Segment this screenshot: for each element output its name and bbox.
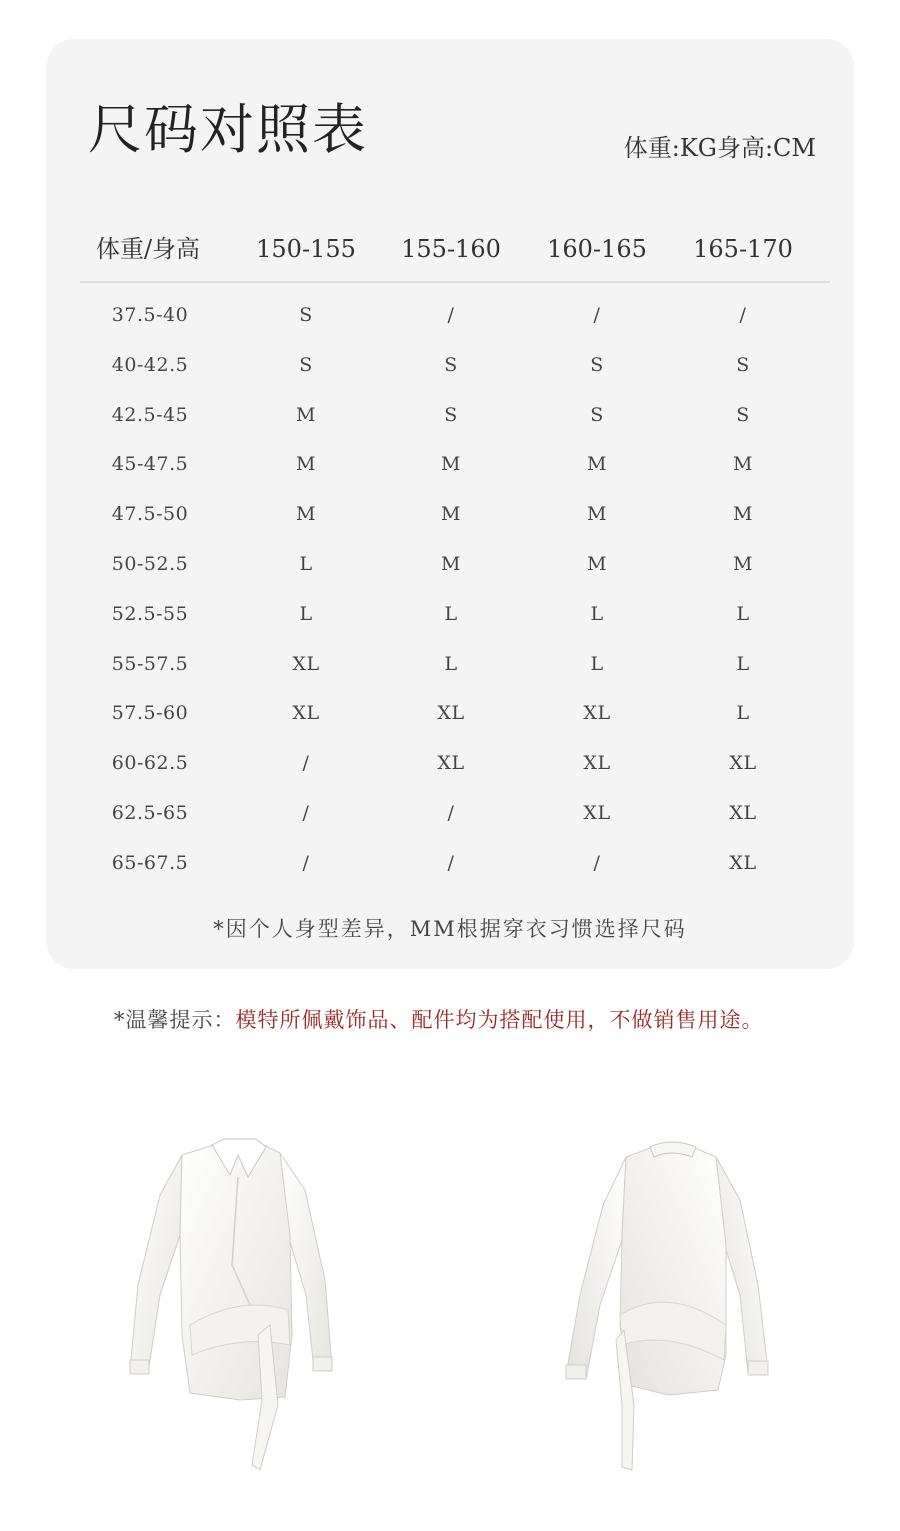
- corner-header: 体重/身高: [95, 235, 201, 263]
- size-cell: S: [590, 353, 604, 376]
- size-note: *因个人身型差异，MM根据穿衣习惯选择尺码: [213, 917, 687, 941]
- tip-label: *温馨提示：: [114, 1008, 236, 1032]
- size-cell: L: [444, 652, 458, 675]
- table-header-row: [80, 222, 830, 283]
- height-column-header: 160-165: [547, 235, 647, 263]
- size-cell: L: [299, 602, 313, 625]
- table-row: [80, 649, 830, 699]
- size-cell: S: [444, 403, 458, 426]
- size-cell: L: [590, 652, 604, 675]
- white-shirt-back-image: [558, 1135, 788, 1475]
- units-label: 体重:KG身高:CM: [623, 134, 816, 162]
- table-row: [80, 798, 830, 848]
- table-row: [80, 748, 830, 798]
- size-cell: L: [444, 602, 458, 625]
- height-column-header: 155-160: [401, 235, 501, 263]
- size-cell: S: [444, 353, 458, 376]
- size-cell: M: [441, 552, 461, 575]
- table-row: [80, 350, 830, 400]
- size-cell: XL: [583, 752, 611, 775]
- size-cell: XL: [729, 801, 757, 824]
- weight-cell: 57.5-60: [111, 702, 189, 725]
- size-cell: /: [447, 801, 455, 824]
- size-cell: XL: [437, 752, 465, 775]
- size-cell: /: [593, 851, 601, 874]
- tip-text: 模特所佩戴饰品、配件均为搭配使用，不做销售用途。: [235, 1008, 764, 1032]
- size-cell: M: [733, 552, 753, 575]
- size-cell: /: [302, 851, 310, 874]
- table-row: [80, 449, 830, 499]
- size-cell: XL: [729, 752, 757, 775]
- size-cell: S: [299, 353, 313, 376]
- size-cell: S: [299, 304, 313, 326]
- size-cell: M: [587, 453, 607, 476]
- size-cell: L: [736, 702, 750, 725]
- size-table: [80, 222, 830, 898]
- size-cell: S: [590, 403, 604, 426]
- size-cell: /: [302, 752, 310, 775]
- size-cell: M: [733, 453, 753, 476]
- table-body: [80, 300, 830, 898]
- weight-cell: 55-57.5: [111, 652, 189, 675]
- size-cell: XL: [583, 801, 611, 824]
- size-cell: M: [587, 552, 607, 575]
- size-cell: M: [296, 403, 316, 426]
- table-row: [80, 499, 830, 549]
- weight-cell: 62.5-65: [111, 801, 189, 824]
- size-cell: /: [593, 304, 601, 326]
- weight-cell: 65-67.5: [111, 851, 189, 874]
- size-cell: M: [296, 453, 316, 476]
- weight-cell: 52.5-55: [111, 602, 189, 625]
- warm-tip: [114, 1010, 764, 1031]
- size-cell: L: [299, 552, 313, 575]
- size-cell: L: [736, 652, 750, 675]
- size-cell: L: [590, 602, 604, 625]
- size-cell: XL: [729, 851, 757, 874]
- weight-cell: 50-52.5: [111, 552, 189, 575]
- height-column-header: 165-170: [693, 235, 793, 263]
- size-cell: S: [736, 403, 750, 426]
- table-row: [80, 599, 830, 649]
- size-cell: XL: [292, 702, 320, 725]
- page-title: 尺码对照表: [88, 98, 368, 161]
- size-cell: XL: [292, 652, 320, 675]
- weight-cell: 40-42.5: [111, 353, 189, 376]
- size-cell: S: [736, 353, 750, 376]
- table-row: [80, 698, 830, 748]
- size-cell: /: [447, 851, 455, 874]
- size-cell: /: [302, 801, 310, 824]
- weight-cell: 47.5-50: [111, 503, 189, 526]
- table-row: [80, 300, 830, 350]
- weight-cell: 42.5-45: [111, 403, 189, 426]
- weight-cell: 60-62.5: [111, 752, 189, 775]
- size-cell: XL: [437, 702, 465, 725]
- size-cell: XL: [583, 702, 611, 725]
- height-column-header: 150-155: [256, 235, 356, 263]
- white-shirt-front-image: [120, 1135, 350, 1475]
- size-cell: L: [736, 602, 750, 625]
- size-cell: /: [739, 304, 747, 326]
- table-row: [80, 549, 830, 599]
- size-cell: /: [447, 304, 455, 326]
- size-cell: M: [587, 503, 607, 526]
- weight-cell: 45-47.5: [111, 453, 189, 476]
- size-cell: M: [441, 453, 461, 476]
- size-cell: M: [441, 503, 461, 526]
- table-row: [80, 848, 830, 898]
- table-row: [80, 400, 830, 450]
- size-cell: M: [296, 503, 316, 526]
- size-cell: M: [733, 503, 753, 526]
- weight-cell: 37.5-40: [111, 304, 189, 326]
